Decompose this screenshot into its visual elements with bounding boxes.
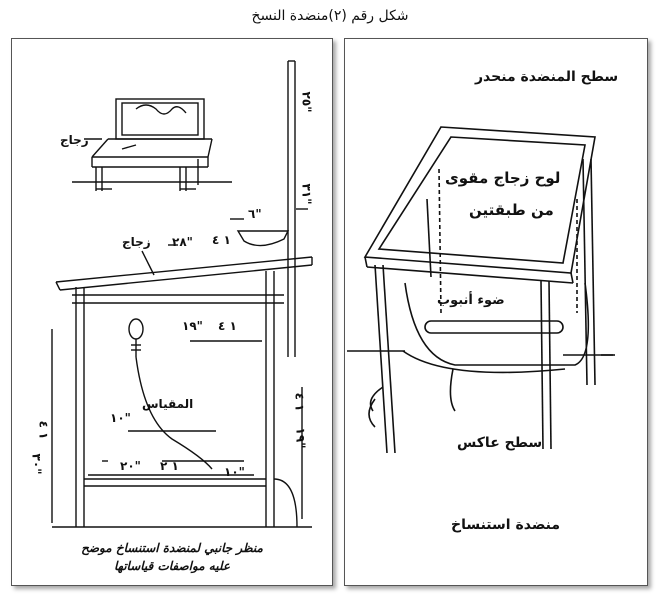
label-gauge: المقياس bbox=[142, 397, 194, 411]
dim-30: ٣٠" bbox=[29, 453, 44, 475]
side-view-panel bbox=[11, 38, 333, 586]
dim-25: ٢٥" bbox=[299, 91, 314, 113]
label-glass-top: زجاج bbox=[122, 235, 151, 249]
dim-fraction-left: ١ ٤ bbox=[36, 420, 51, 440]
dim-10-a: ١٠" bbox=[110, 411, 131, 425]
figure-caption: شكل رقم (٢)منضدة النسخ bbox=[251, 8, 409, 24]
label-glass-small: زجاج bbox=[60, 133, 89, 147]
perspective-view-panel bbox=[344, 38, 648, 586]
dim-31: ٣١" bbox=[299, 183, 314, 205]
side-view-drawing bbox=[12, 39, 332, 585]
label-table-name: منضدة استنساخ bbox=[451, 517, 560, 533]
label-reflector: سطح عاكس bbox=[457, 435, 543, 451]
dim-10-b: ١٠" bbox=[224, 465, 245, 479]
dim-fraction-half: ١ ٢ bbox=[160, 459, 179, 473]
label-glass-plate-line2: من طبقتين bbox=[469, 201, 554, 219]
dim-fraction-quarter-mid: ١ ٤ bbox=[218, 319, 237, 333]
side-view-caption-line2: عليه مواصفات قياساتها bbox=[114, 559, 230, 573]
dim-6: ٦" bbox=[248, 207, 262, 221]
side-view-caption-line1: منظر جانبي لمنضدة استنساخ موضح bbox=[81, 541, 263, 555]
dim-28: ٢٨" bbox=[172, 235, 193, 249]
perspective-drawing bbox=[345, 39, 647, 585]
dim-right-side: ١٩" bbox=[293, 427, 308, 449]
label-tube-light: ضوء أنبوب bbox=[437, 293, 505, 308]
dim-19: ١٩" bbox=[182, 319, 203, 333]
dim-fraction-right: ١ ٤ bbox=[292, 392, 307, 412]
inset-table-sketch bbox=[72, 99, 232, 191]
dim-fraction-quarter-top: ١ ٤ bbox=[212, 233, 231, 247]
label-inclined-surface: سطح المنضدة منحدر bbox=[475, 69, 619, 85]
label-glass-plate-line1: لوح زجاج مقوى bbox=[445, 169, 561, 187]
dim-20-half: ٢٠" bbox=[120, 459, 141, 473]
